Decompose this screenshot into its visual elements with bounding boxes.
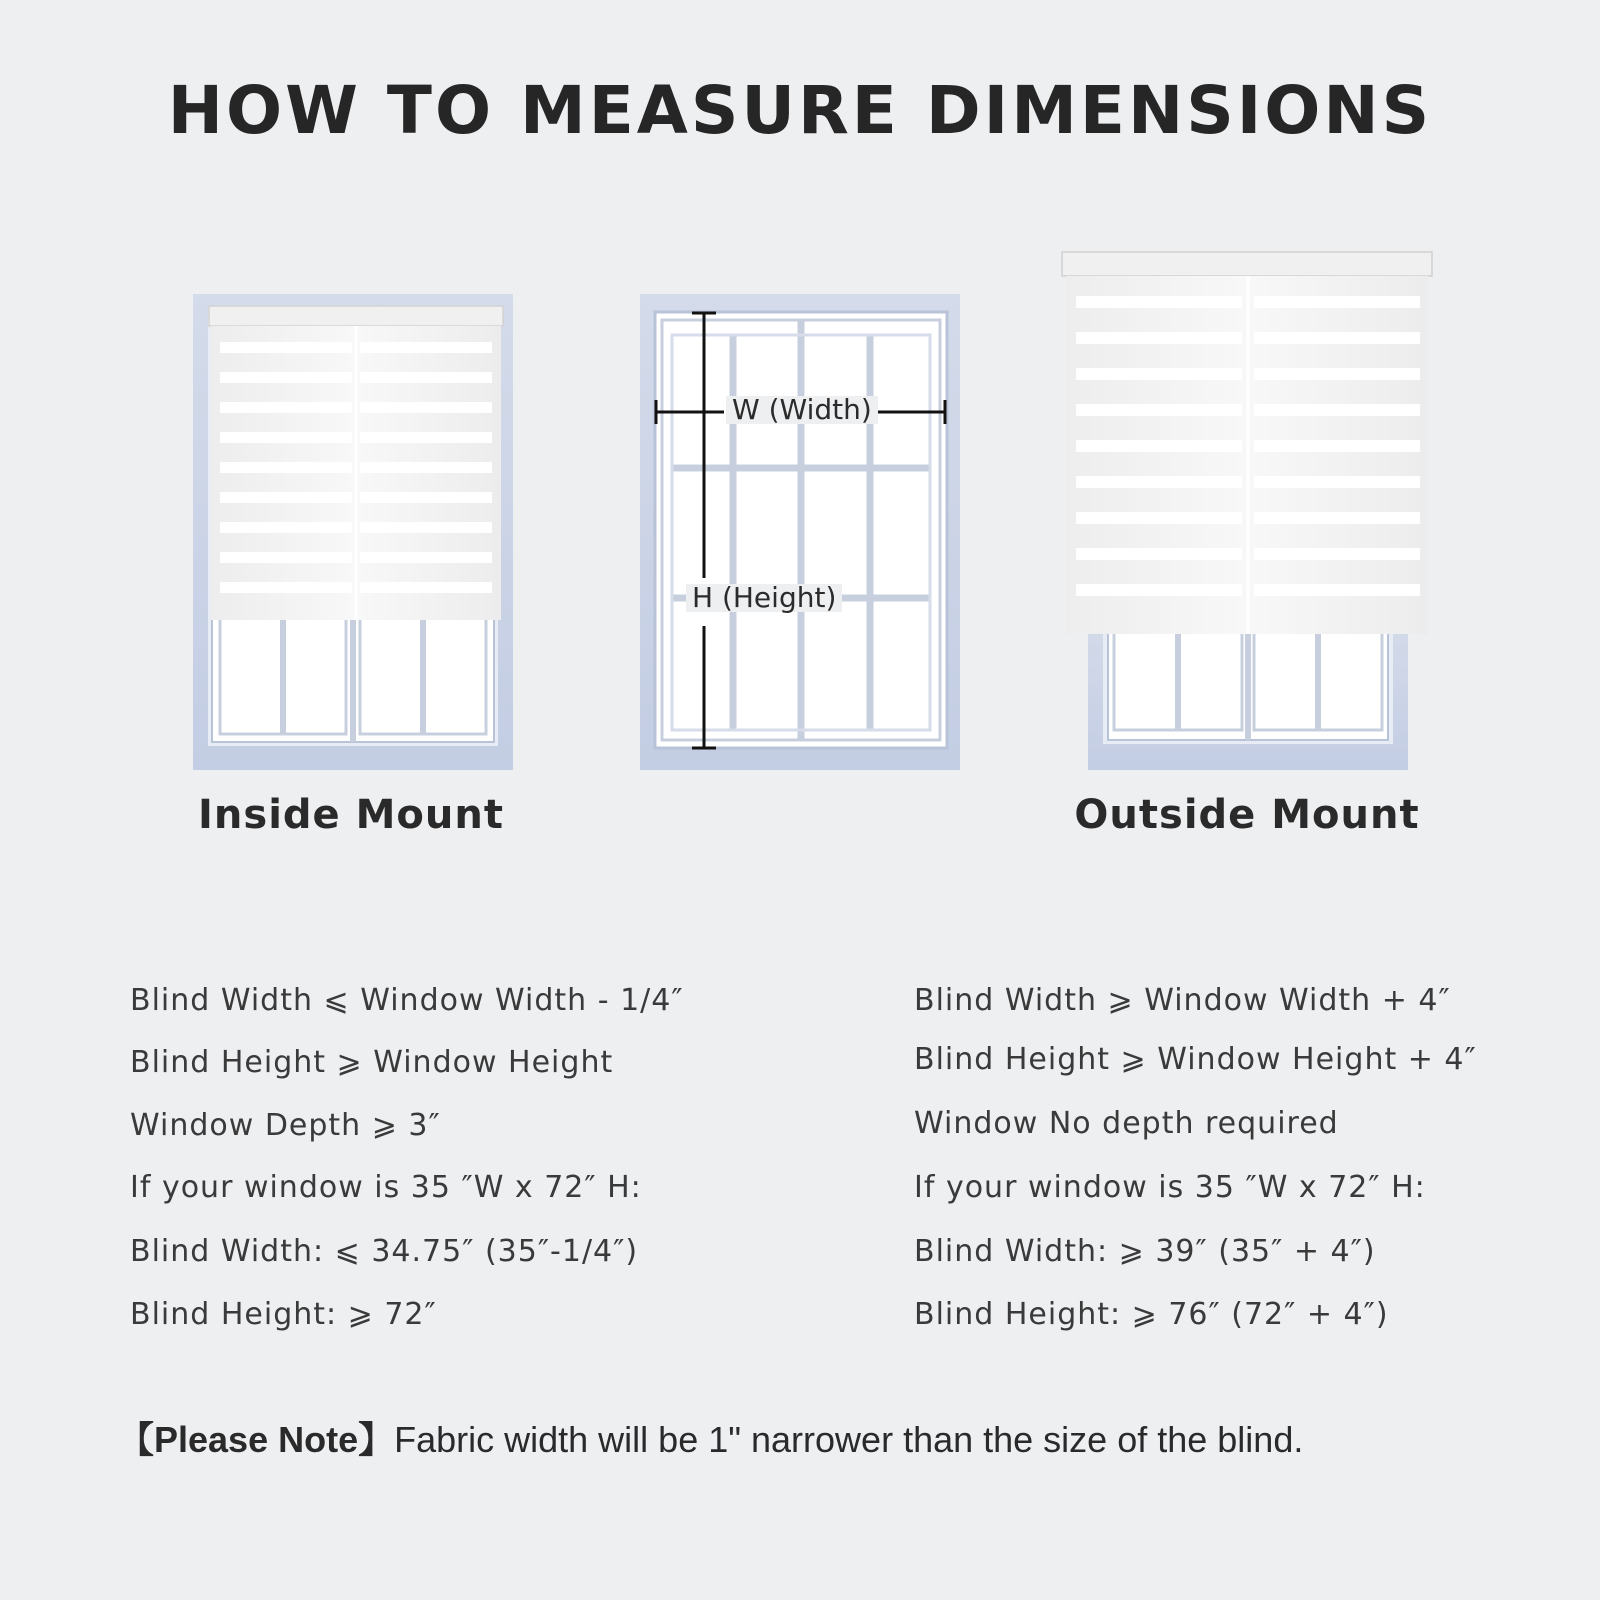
outside-spec-line: Blind Height ⩾ Window Height + 4″	[914, 1042, 1477, 1077]
inside-spec-line: Blind Height: ⩾ 72″	[130, 1297, 437, 1332]
page-title: HOW TO MEASURE DIMENSIONS	[167, 72, 1433, 149]
note-text: Fabric width will be 1" narrower than the size of the blind.	[394, 1419, 1304, 1460]
outside-spec-line: If your window is 35 ″W x 72″ H:	[914, 1170, 1426, 1205]
inside-spec-line: Blind Width ⩽ Window Width - 1/4″	[130, 983, 684, 1018]
inside-spec-line: Blind Width: ⩽ 34.75″ (35″-1/4″)	[130, 1234, 639, 1269]
inside-mount-blind	[209, 306, 503, 620]
outside-mount-window	[1062, 252, 1432, 770]
inside-spec-line: Window Depth ⩾ 3″	[130, 1108, 441, 1143]
height-label: H (Height)	[686, 584, 842, 612]
inside-spec-line: If your window is 35 ″W x 72″ H:	[130, 1170, 642, 1205]
outside-spec-line: Blind Width ⩾ Window Width + 4″	[914, 983, 1451, 1018]
fabric-note	[118, 1412, 1303, 1463]
outside-mount-label: Outside Mount	[1074, 792, 1420, 838]
inside-spec-line: Blind Height ⩾ Window Height	[130, 1045, 614, 1080]
inside-mount-label: Inside Mount	[198, 792, 504, 838]
outside-mount-blind	[1062, 252, 1432, 634]
width-label: W (Width)	[726, 396, 878, 424]
outside-spec-line: Blind Width: ⩾ 39″ (35″ + 4″)	[914, 1234, 1376, 1269]
outside-spec-line: Window No depth required	[914, 1106, 1339, 1141]
outside-spec-line: Blind Height: ⩾ 76″ (72″ + 4″)	[914, 1297, 1389, 1332]
measure-window	[640, 294, 960, 770]
note-bracket-label: 【Please Note】	[118, 1419, 395, 1460]
inside-mount-window	[193, 294, 513, 770]
